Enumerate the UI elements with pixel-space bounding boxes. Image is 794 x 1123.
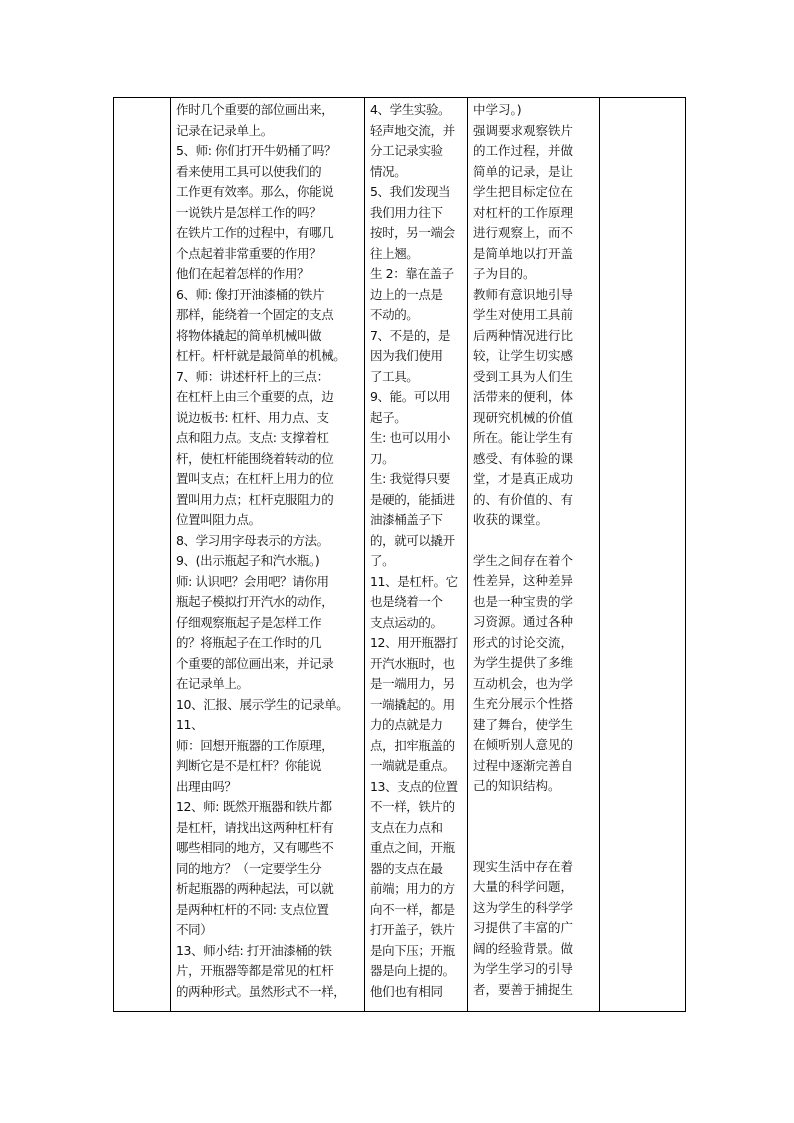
text-line: 情况。 bbox=[370, 163, 407, 179]
text-line: 5、我们发现当 bbox=[370, 184, 451, 199]
text-line: 说边板书: 杠杆、用力点、支 bbox=[176, 409, 329, 425]
spacer bbox=[473, 531, 596, 551]
text-line: 那样，能绕着一个固定的支点 bbox=[176, 307, 334, 322]
text-line: 刀。 bbox=[370, 450, 395, 466]
text-line: 同的地方？（一定要学生分 bbox=[176, 860, 322, 876]
text-line: 的，就可以撬开 bbox=[370, 532, 455, 548]
text-line: 收获的课堂。 bbox=[473, 512, 549, 527]
text-line: 油漆桶盖子下 bbox=[370, 512, 443, 527]
text-line: 看来使用工具可以使我们的 bbox=[176, 163, 322, 179]
text-line: 5、师: 你们打开牛奶桶了吗？ bbox=[176, 143, 337, 158]
text-line: 师: 认识吧？会用吧？请你用 bbox=[176, 573, 329, 589]
text-line: 点和阻力点。支点: 支撑着杠 bbox=[176, 430, 329, 445]
text-line: 他们也有相同 bbox=[370, 983, 443, 999]
text-line: 重点之间，开瓶 bbox=[370, 840, 455, 855]
text-line: 起子。 bbox=[370, 409, 407, 425]
text-line: 所在。能让学生有 bbox=[473, 430, 574, 445]
text-line: 12、用开瓶器打 bbox=[370, 635, 458, 650]
text-line: 堂，才是真正成功 bbox=[473, 471, 574, 486]
text-line: 活带来的便利，体 bbox=[473, 389, 574, 404]
design-intent-text bbox=[468, 98, 599, 1000]
spacer bbox=[473, 797, 596, 857]
text-line: 支点运动的。 bbox=[370, 614, 443, 630]
text-line: 点，扣牢瓶盖的 bbox=[370, 737, 455, 753]
teacher-activity-cell bbox=[171, 98, 365, 1012]
text-line: 因为我们使用 bbox=[370, 348, 443, 363]
text-line: 12、师: 既然开瓶器和铁片都 bbox=[176, 799, 332, 814]
blank-left-cell bbox=[114, 98, 171, 1012]
text-line: 将物体撬起的简单机械叫做 bbox=[176, 327, 322, 343]
text-line: 边上的一点是 bbox=[370, 286, 443, 302]
student-activity-text bbox=[365, 98, 467, 1002]
text-line: 的、有价值的、有 bbox=[473, 491, 574, 507]
text-line: 仔细观察瓶起子是怎样工作 bbox=[176, 614, 322, 630]
text-line: 我们用力往下 bbox=[370, 204, 443, 220]
text-line: 是一端用力，另 bbox=[370, 676, 455, 691]
text-line: 力的点就是力 bbox=[370, 717, 443, 732]
text-line: 支点在力点和 bbox=[370, 819, 443, 835]
text-line: 大量的科学问题， bbox=[473, 879, 574, 894]
text-line: 的两种形式。虽然形式不一样， bbox=[176, 983, 346, 999]
text-line: 为学生提供了多维 bbox=[473, 655, 574, 670]
text-line: 一端撬起的。用 bbox=[370, 696, 455, 712]
text-line: 生 2：靠在盖子 bbox=[370, 266, 454, 281]
text-line: 工作更有效率。那么，你能说 bbox=[176, 184, 334, 199]
design-intent-cell bbox=[468, 98, 600, 1012]
text-line: 10、汇报、展示学生的记录单。 bbox=[176, 696, 349, 712]
text-line: 互动机会，也为学 bbox=[473, 675, 574, 691]
text-line: 简单的记录，是让 bbox=[473, 163, 574, 179]
text-line: 器的支点在最 bbox=[370, 860, 443, 876]
text-line: 习提供了丰富的广 bbox=[473, 920, 574, 935]
text-line: 位置叫阻力点。 bbox=[176, 512, 261, 527]
text-line: 7、师：讲述杆杆上的三点： bbox=[176, 368, 329, 384]
text-line: 4、学生实验。 bbox=[370, 102, 451, 117]
text-line: 个重要的部位画出来，并记录 bbox=[176, 655, 334, 671]
text-line: 在杠杆上由三个重要的点，边 bbox=[176, 389, 334, 404]
text-line: 13、支点的位置 bbox=[370, 778, 458, 794]
text-line: 出理由吗？ bbox=[176, 778, 237, 794]
text-line: 器是向上提的。 bbox=[370, 963, 455, 978]
text-line: 不一样，铁片的 bbox=[370, 799, 455, 814]
text-line: 不同） bbox=[176, 922, 213, 937]
text-line: 建了舞台，使学生 bbox=[473, 716, 574, 732]
text-line: 7、不是的，是 bbox=[370, 327, 451, 343]
text-line: 学生对使用工具前 bbox=[473, 307, 574, 322]
text-line: 一说铁片是怎样工作的吗？ bbox=[176, 204, 322, 220]
text-line: 对杠杆的工作原理 bbox=[473, 204, 574, 220]
text-line: 前端；用力的方 bbox=[370, 881, 455, 896]
text-line: 强调要求观察铁片 bbox=[473, 122, 574, 138]
text-line: 生充分展示个性搭 bbox=[473, 696, 574, 711]
text-line: 的工作过程，并做 bbox=[473, 143, 574, 158]
student-activity-cell bbox=[365, 98, 468, 1012]
text-line: 生: 也可以用小 bbox=[370, 430, 450, 445]
text-line: 6、师: 像打开油漆桶的铁片 bbox=[176, 286, 325, 302]
text-line: 是两种杠杆的不同: 支点位置 bbox=[176, 901, 329, 917]
text-line: 学生之间存在着个 bbox=[473, 552, 574, 568]
text-line: 13、师小结: 打开油漆桶的铁 bbox=[176, 942, 332, 958]
text-line: 轻声地交流，并 bbox=[370, 122, 455, 138]
text-line: 了工具。 bbox=[370, 368, 419, 384]
text-line: 子为目的。 bbox=[473, 266, 536, 281]
text-line: 学生把目标定位在 bbox=[473, 184, 574, 199]
design-intent-block-3 bbox=[473, 857, 596, 1001]
text-line: 个点起着非常重要的作用？ bbox=[176, 245, 322, 261]
text-line: 往上翘。 bbox=[370, 245, 419, 261]
text-line: 一端就是重点。 bbox=[370, 758, 455, 773]
text-line: 记录在记录单上。 bbox=[176, 122, 273, 138]
text-line: 感受、有体验的课 bbox=[473, 450, 574, 466]
text-line: 阔的经验背景。做 bbox=[473, 940, 574, 956]
text-line: 现实生活中存在着 bbox=[473, 858, 574, 874]
table-row bbox=[114, 98, 686, 1012]
text-line: 开汽水瓶时，也 bbox=[370, 655, 455, 671]
text-line: 哪些相同的地方，又有哪些不 bbox=[176, 840, 334, 855]
text-line: 为学生学习的引导 bbox=[473, 961, 574, 976]
text-line: 生: 我觉得只要 bbox=[370, 471, 450, 486]
text-line: 向不一样，都是 bbox=[370, 901, 455, 917]
text-line: 的？将瓶起子在工作时的几 bbox=[176, 635, 322, 650]
text-line: 形式的讨论交流， bbox=[473, 634, 574, 650]
text-line: 杆，使杠杆能围绕着转动的位 bbox=[176, 450, 334, 466]
design-intent-block-2 bbox=[473, 551, 596, 797]
text-line: 分工记录实验 bbox=[370, 143, 443, 158]
text-line: 过程中逐渐完善自 bbox=[473, 757, 574, 773]
lesson-plan-table bbox=[113, 97, 686, 1012]
text-line: 师：回想开瓶器的工作原理， bbox=[176, 737, 334, 753]
text-line: 后两种情况进行比 bbox=[473, 327, 574, 343]
text-line: 他们在起着怎样的作用？ bbox=[176, 266, 310, 281]
text-line: 是简单地以打开盖 bbox=[473, 245, 574, 261]
text-line: 是硬的，能插进 bbox=[370, 491, 455, 507]
text-line: 者，要善于捕捉生 bbox=[473, 981, 574, 997]
blank-right-cell bbox=[600, 98, 686, 1012]
text-line: 9、(出示瓶起子和汽水瓶。) bbox=[176, 553, 320, 568]
text-line: 中学习。) bbox=[473, 102, 522, 117]
text-line: 在铁片工作的过程中，有哪几 bbox=[176, 225, 334, 240]
text-line: 作时几个重要的部位画出来， bbox=[176, 102, 334, 117]
text-line: 这为学生的科学学 bbox=[473, 899, 574, 915]
text-line: 现研究机械的价值 bbox=[473, 409, 574, 425]
text-line: 析起瓶器的两种起法，可以就 bbox=[176, 881, 334, 896]
text-line: 也是一种宝贵的学 bbox=[473, 593, 574, 609]
text-line: 判断它是不是杠杆？你能说 bbox=[176, 758, 322, 773]
text-line: 也是绕着一个 bbox=[370, 594, 443, 609]
text-line: 打开盖子，铁片 bbox=[370, 922, 455, 937]
text-line: 己的知识结构。 bbox=[473, 778, 561, 793]
text-line: 按时，另一端会 bbox=[370, 225, 455, 240]
teacher-activity-text bbox=[171, 98, 364, 1002]
text-line: 进行观察上，而不 bbox=[473, 225, 574, 240]
text-line: 片，开瓶器等都是常见的杠杆 bbox=[176, 963, 334, 978]
text-line: 是向下压；开瓶 bbox=[370, 942, 455, 958]
text-line: 11、是杠杆。它 bbox=[370, 573, 458, 589]
text-line: 置叫支点；在杠杆上用力的位 bbox=[176, 471, 334, 486]
text-line: 了。 bbox=[370, 553, 395, 568]
text-line: 11、 bbox=[176, 717, 204, 732]
text-line: 不动的。 bbox=[370, 307, 419, 322]
text-line: 杠杆。杆杆就是最简单的机械。 bbox=[176, 348, 346, 363]
text-line: 是杠杆，请找出这两种杠杆有 bbox=[176, 819, 334, 835]
text-line: 瓶起子模拟打开汽水的动作， bbox=[176, 594, 334, 609]
text-line: 性差异，这种差异 bbox=[473, 573, 574, 588]
text-line: 在记录单上。 bbox=[176, 676, 249, 691]
text-line: 受到工具为人们生 bbox=[473, 368, 574, 384]
text-line: 习资源。通过各种 bbox=[473, 614, 574, 629]
text-line: 在倾听别人意见的 bbox=[473, 737, 574, 752]
text-line: 置叫用力点；杠杆克服阻力的 bbox=[176, 491, 334, 507]
text-line: 教师有意识地引导 bbox=[473, 286, 574, 302]
text-line: 较，让学生切实感 bbox=[473, 348, 574, 363]
design-intent-block-1 bbox=[473, 100, 596, 531]
text-line: 8、学习用字母表示的方法。 bbox=[176, 532, 329, 548]
text-line: 9、能。可以用 bbox=[370, 389, 451, 404]
